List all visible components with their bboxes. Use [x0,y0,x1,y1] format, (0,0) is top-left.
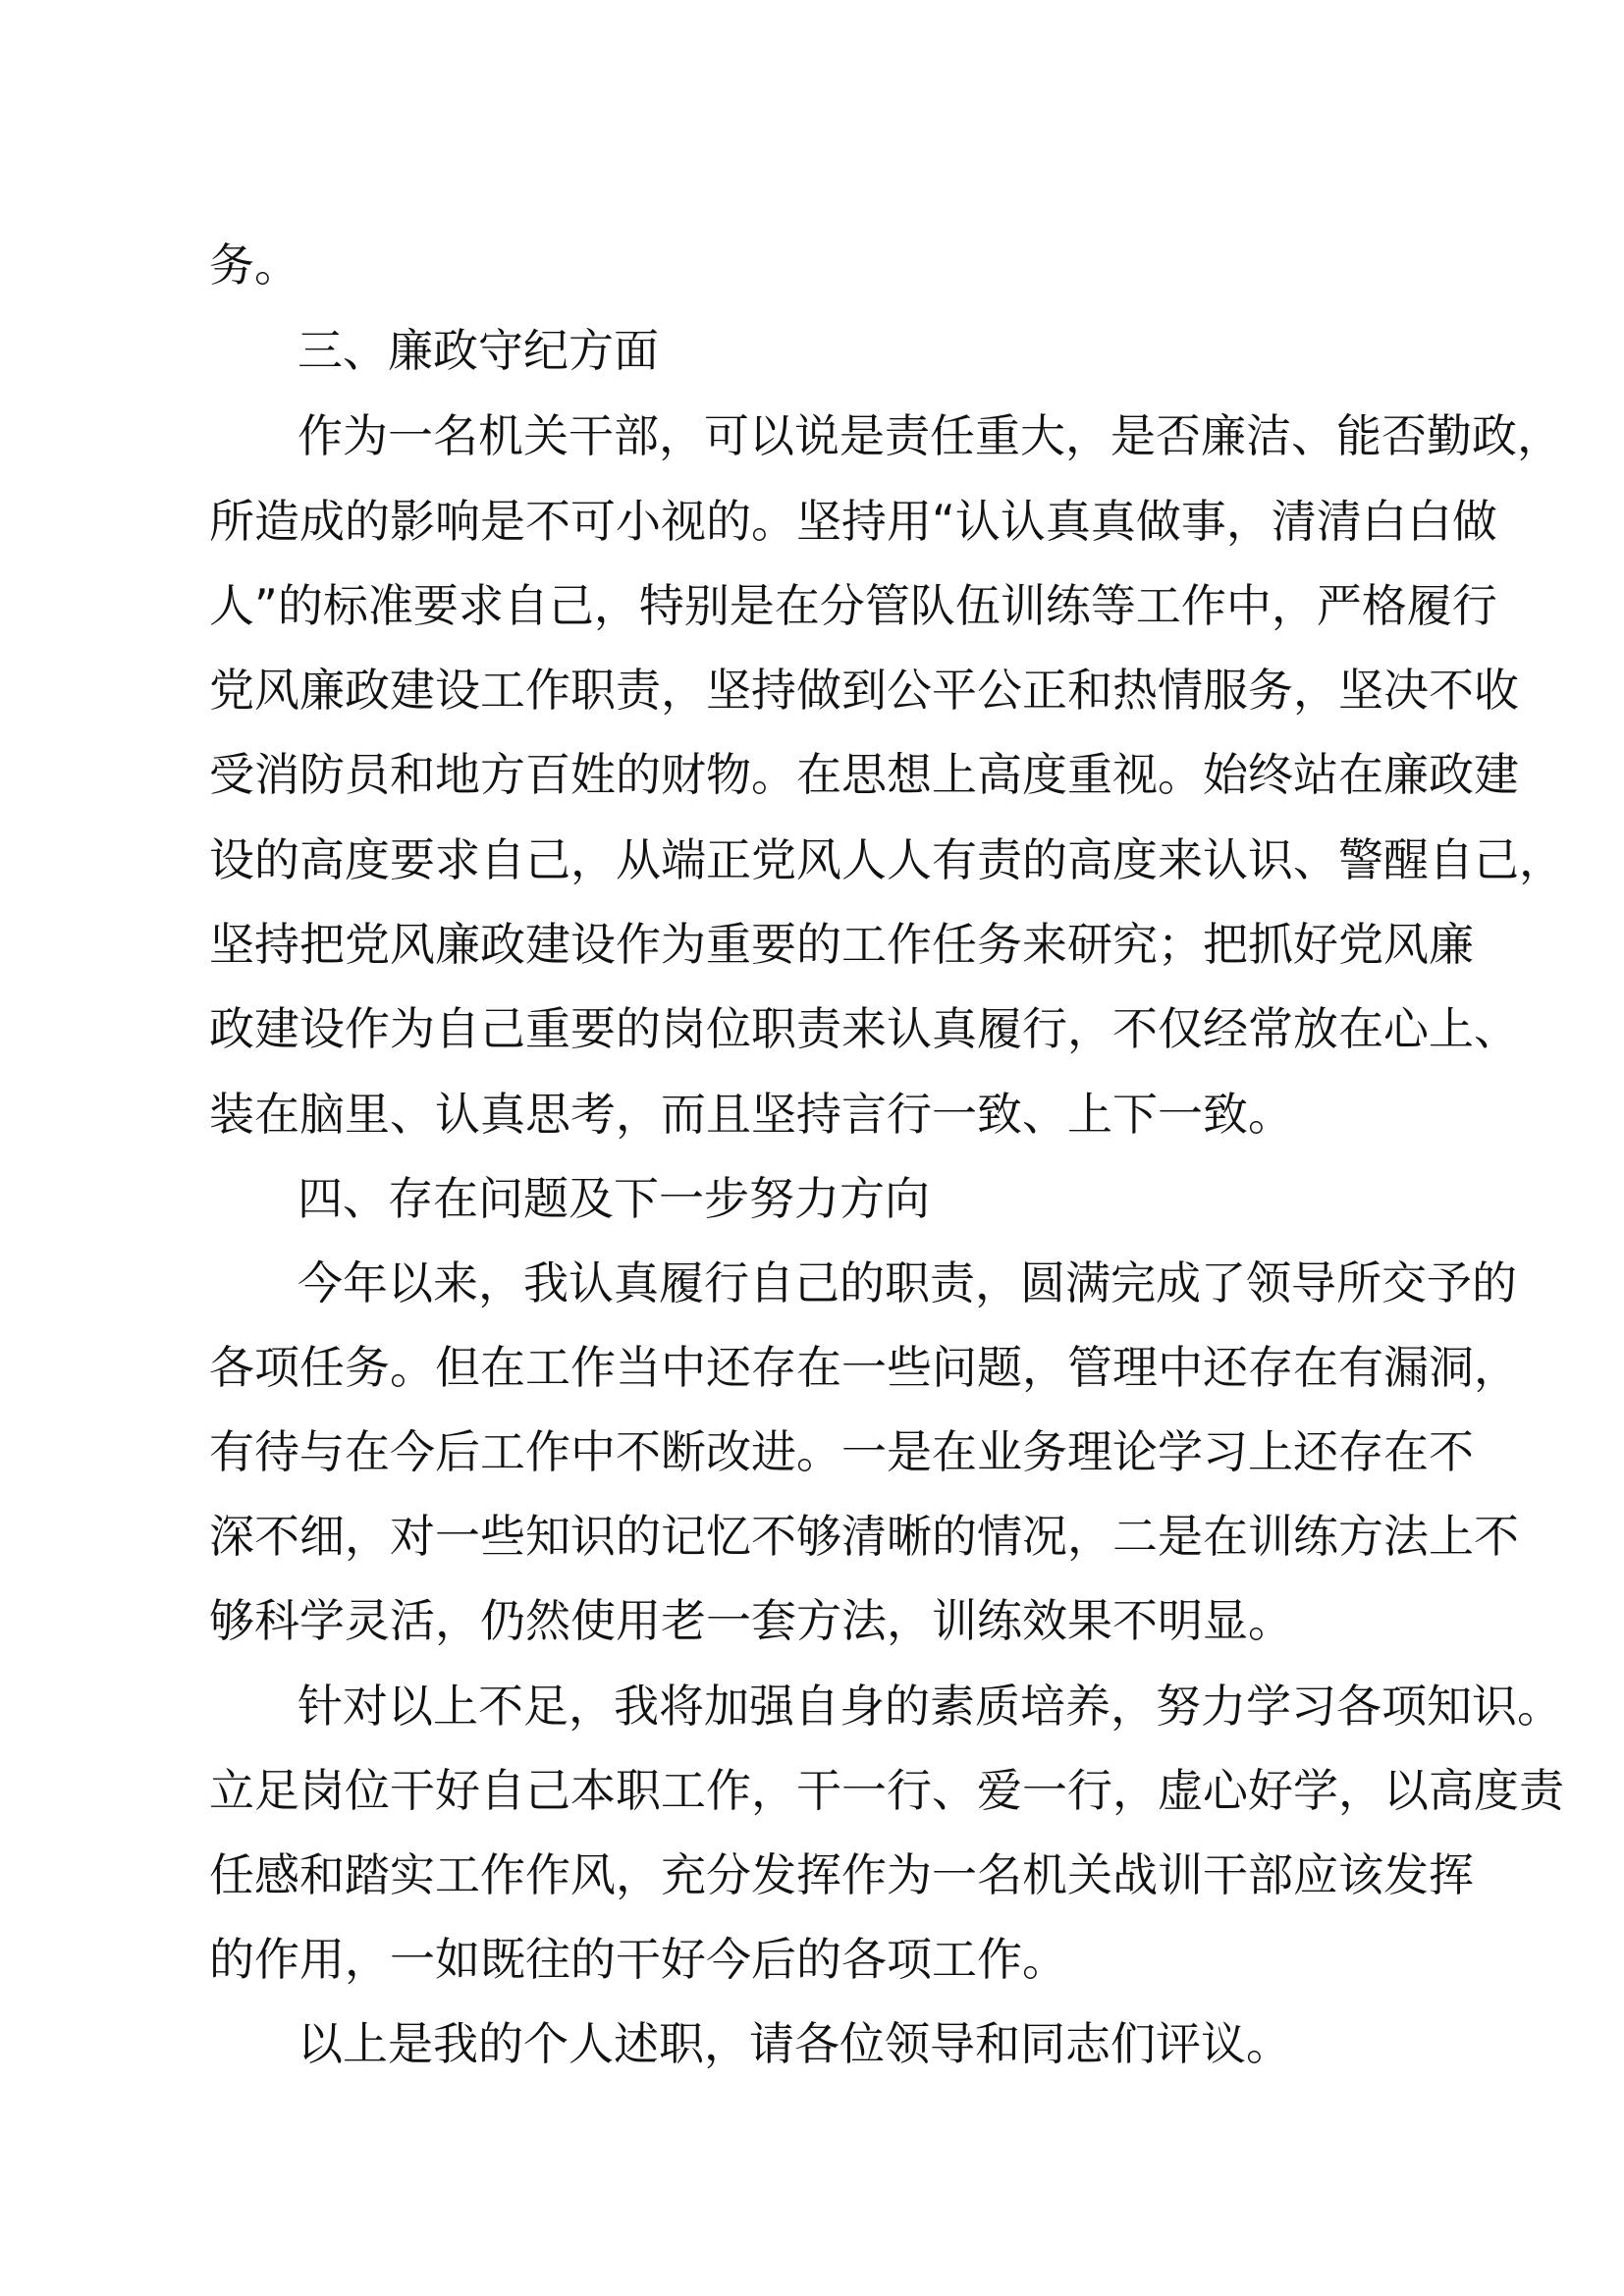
text-line: 受消防员和地方百姓的财物。在思想上高度重视。始终站在廉政建 [209,748,1519,801]
text-line: 所造成的影响是不可小视的。坚持用“认认真真做事，清清白白做 [209,495,1497,548]
text-line: 立足岗位干好自己本职工作，干一行、爱一行，虚心好学，以高度责 [209,1764,1564,1817]
text-line: 今年以来，我认真履行自己的职责，圆满完成了领导所交予的 [298,1256,1517,1309]
text-line: 装在脑里、认真思考，而且坚持言行一致、上下一致。 [209,1088,1293,1141]
text-line: 够科学灵活，仍然使用老一套方法，训练效果不明显。 [209,1594,1293,1647]
section-heading: 四、存在问题及下一步努力方向 [298,1172,930,1225]
text-line: 人”的标准要求自己，特别是在分管队伍训练等工作中，严格履行 [209,579,1497,632]
text-line: 设的高度要求自己，从端正党风人人有责的高度来认识、警醒自己， [209,833,1564,886]
text-line: 各项任务。但在工作当中还存在一些问题，管理中还存在有漏洞， [209,1341,1519,1394]
text-line: 政建设作为自己重要的岗位职责来认真履行，不仅经常放在心上、 [209,1002,1519,1055]
section-heading: 三、廉政守纪方面 [298,324,659,377]
text-line: 的作用，一如既往的干好今后的各项工作。 [209,1933,1067,1986]
text-line: 有待与在今后工作中不断改进。一是在业务理论学习上还存在不 [209,1425,1474,1478]
text-line: 党风廉政建设工作职责，坚持做到公平公正和热情服务，坚决不收 [209,664,1519,717]
text-line: 深不细，对一些知识的记忆不够清晰的情况，二是在训练方法上不 [209,1510,1519,1563]
text-line: 针对以上不足，我将加强自身的素质培养，努力学习各项知识。 [298,1680,1562,1733]
text-line: 作为一名机关干部，可以说是责任重大，是否廉洁、能否勤政， [298,409,1562,462]
text-line: 任感和踏实工作作风，充分发挥作为一名机关战训干部应该发挥 [209,1848,1474,1901]
text-line: 务。 [209,239,299,292]
closing-line: 以上是我的个人述职，请各位领导和同志们评议。 [298,2017,1291,2070]
text-line: 坚持把党风廉政建设作为重要的工作任务来研究；把抓好党风廉 [209,918,1474,971]
